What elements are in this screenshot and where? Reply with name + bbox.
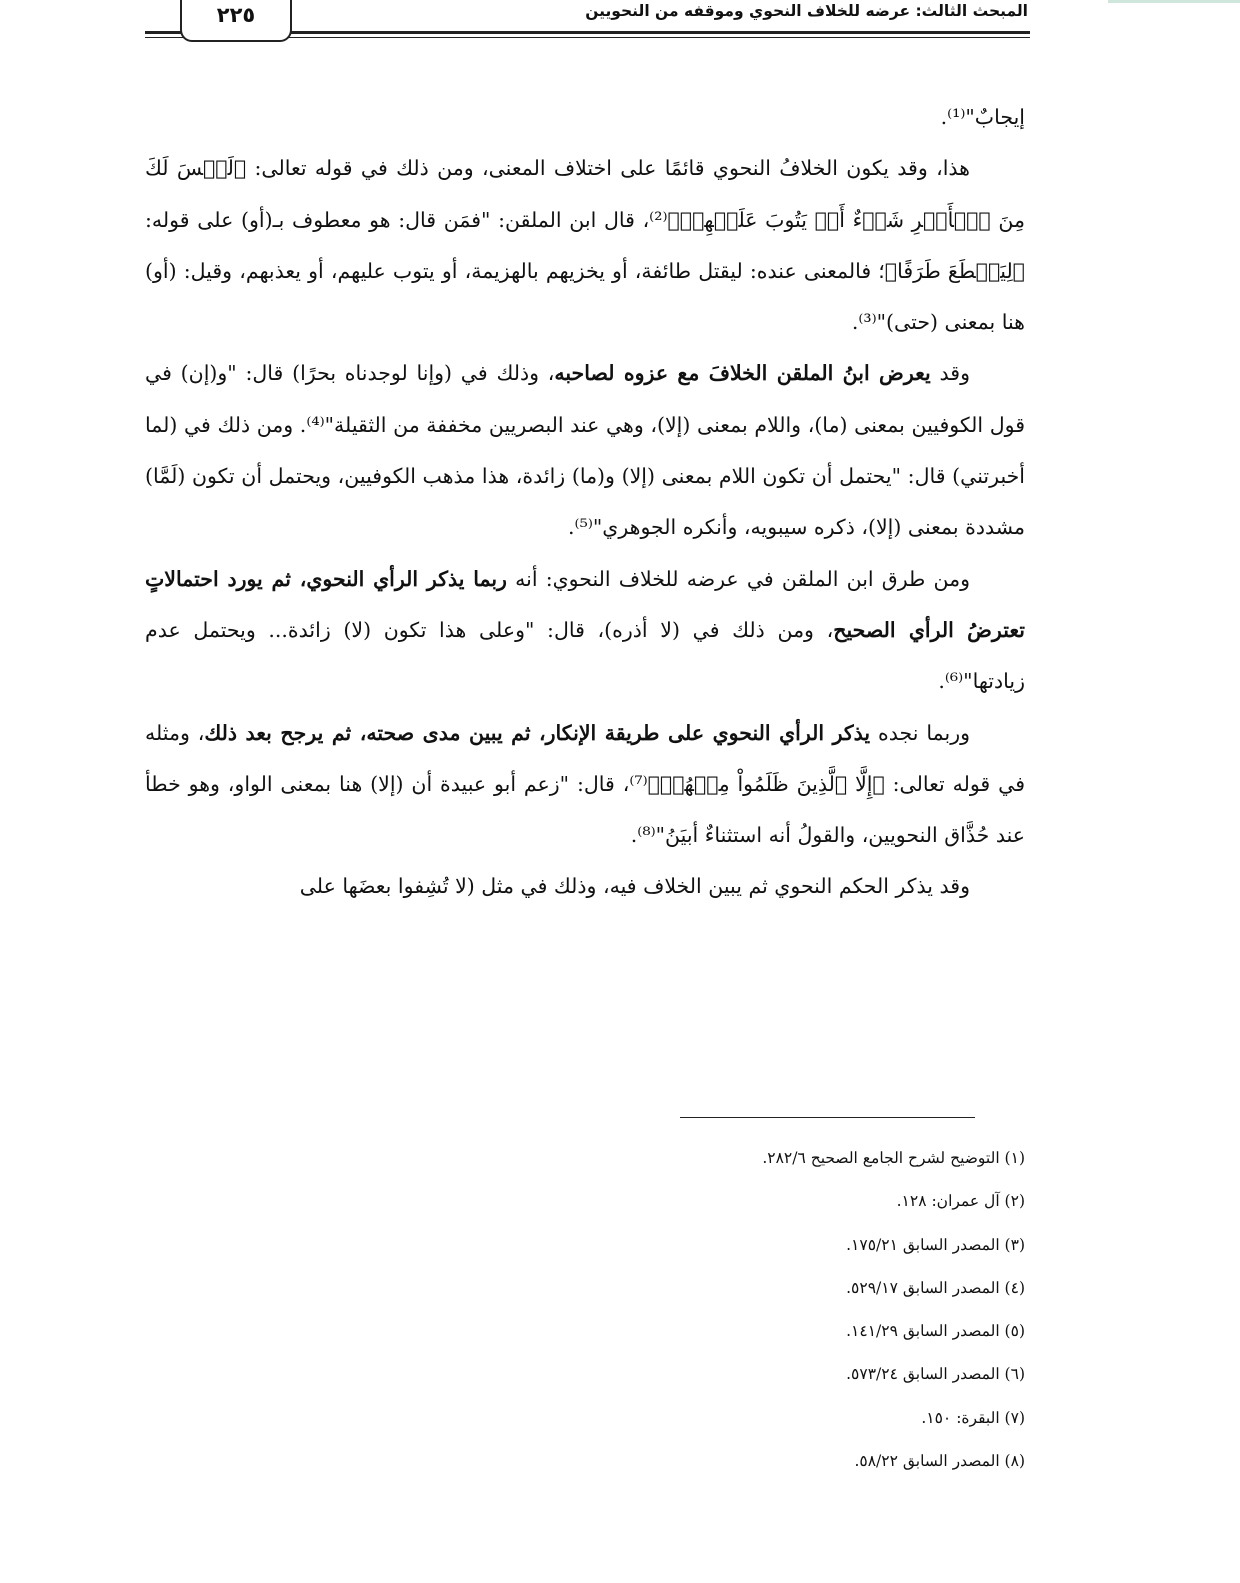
footnote-item: (٥) المصدر السابق ١٤١/٢٩. — [846, 1322, 1025, 1341]
footnote-item: (٣) المصدر السابق ١٧٥/٢١. — [846, 1235, 1025, 1254]
page-body — [145, 92, 1025, 913]
corner-mark — [1108, 0, 1240, 3]
paragraph-text: ومن طرق ابن الملقن في عرضه للخلاف النحوي: أنه — [515, 566, 970, 591]
paragraph — [145, 554, 1025, 708]
paragraph-text: وقد — [939, 361, 970, 386]
footnote-item: (١) التوضيح لشرح الجامع الصحيح ٢٨٢/٦. — [762, 1149, 1025, 1167]
paragraph: هذا، وقد يكون الخلافُ النحوي قائمًا على اختلاف المعنى، ومن ذلك في قوله تعالى: ﴿لَيۡسَ لَكَ مِنَ ٱلۡأَمۡرِ شَيۡءٌ أَوۡ يَتُوبَ عَلَيۡهِمۡ﴾⁽²⁾، قال ابن الملقن: "فمَن قال: هو معطوف بـ(أو) على قوله: ﴿لِيَقۡطَعَ طَرَفًا﴾؛ فالمعنى عنده: ليقتل طائفة، أو يخزيهم بالهزيمة، أو يتوب عليهم، أو يعذبهم، وقيل: (أو) هنا بمعنى (حتى)"⁽³⁾. — [145, 156, 1025, 335]
bold-phrase: يذكر الرأي النحوي على طريقة الإنكار، ثم يبين مدى صحته، ثم يرجح بعد ذلك — [204, 720, 871, 745]
footnote-item: (٤) المصدر السابق ٥٢٩/١٧. — [846, 1278, 1025, 1297]
bold-phrase: يعرض ابنُ الملقن الخلافَ مع عزوه لصاحبه — [554, 361, 931, 386]
running-title: المبحث الثالث: عرضه للخلاف النحوي وموقفه من النحويين — [585, 2, 1028, 20]
paragraph: إيجابٌ"⁽¹⁾. — [940, 105, 1025, 129]
paragraph-text: ، ومثله في قوله تعالى: ﴿إِلَّا ٱلَّذِينَ ظَلَمُواْ مِنۡهُمۡ﴾⁽⁷⁾، قال: "زعم أبو عبيدة أن (إلا) هنا بمعنى الواو، وهو خطأ عند حُذَّاق النحويين، والقولُ أنه استثناءٌ أبيَنُ"⁽⁸⁾. — [145, 720, 1025, 848]
page-header — [145, 0, 1030, 45]
footnote-item: (٧) البقرة: ١٥٠. — [921, 1408, 1025, 1427]
paragraph-text: وربما نجده — [878, 720, 970, 745]
paragraph-text: ، وذلك في (وإنا لوجدناه بحرًا) قال: "و(إن) في قول الكوفيين بمعنى (ما)، واللام بمعنى (إلا)، وهي عند البصريين مخففة من الثقيلة"⁽⁴⁾. ومن ذلك في (لما أخبرتني) قال: "يحتمل أن تكون اللام بمعنى (إلا) و(ما) زائدة، هذا مذهب الكوفيين، ويحتمل أن تكون (لَمَّا) مشددة بمعنى (إلا)، ذكره سيبويه، وأنكره الجوهري"⁽⁵⁾. — [145, 361, 1025, 540]
page-number: ٢٢٥ — [180, 0, 292, 42]
paragraph: وقد يذكر الحكم النحوي ثم يبين الخلاف فيه، وذلك في مثل (لا تُشِفوا بعضَها على — [299, 874, 970, 899]
paragraph-text: ، ومن ذلك في (لا أذره)، قال: "وعلى هذا تكون (لا) زائدة... ويحتمل عدم زيادتها"⁽⁶⁾. — [145, 617, 1025, 694]
footnote-item: (٦) المصدر السابق ٥٧٣/٢٤. — [846, 1365, 1025, 1384]
footnote-item: (٢) آل عمران: ١٢٨. — [896, 1192, 1025, 1211]
footnote-item: (٨) المصدر السابق ٥٨/٢٢. — [854, 1452, 1025, 1471]
footnote-separator — [680, 1117, 975, 1118]
bold-phrase: ربما يذكر الرأي النحوي، ثم يورد احتمالاتٍ تعترضُ الرأي الصحيح — [145, 566, 1026, 642]
paragraph — [145, 348, 1025, 553]
footnotes — [680, 1137, 1025, 1483]
paragraph — [145, 708, 1025, 862]
